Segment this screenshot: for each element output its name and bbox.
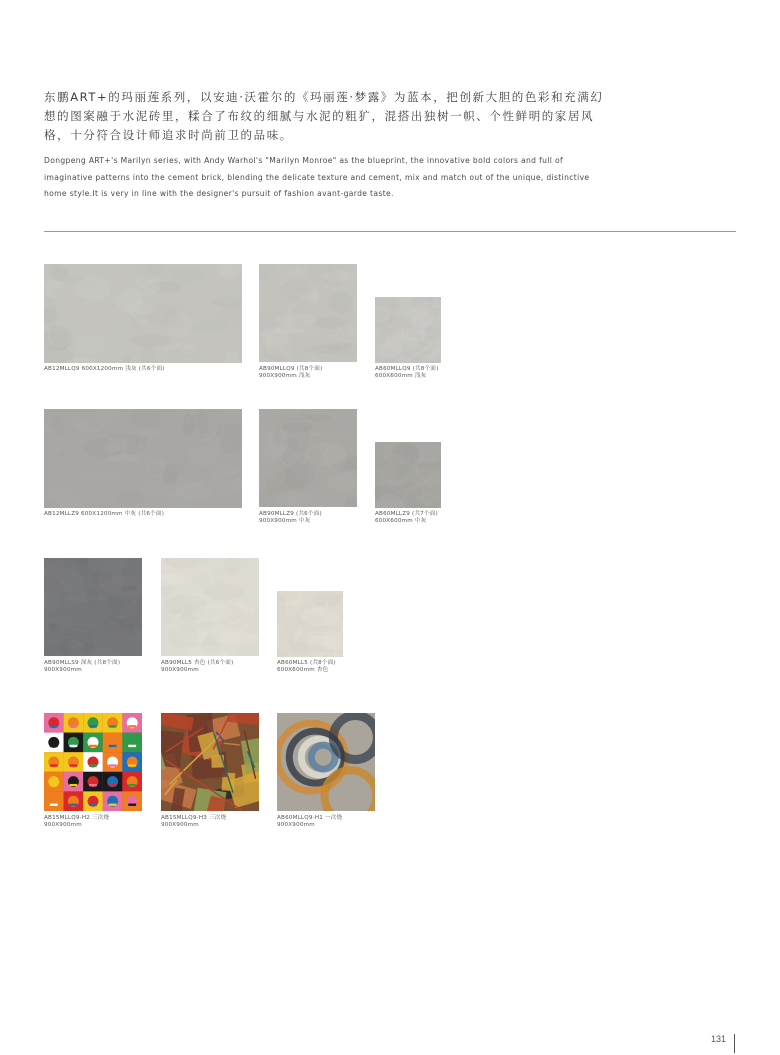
tile-texture: [44, 558, 142, 656]
tile-swatch: [277, 591, 343, 657]
tile-ab12mllq9: [44, 264, 242, 372]
intro-english: Dongpeng ART+'s Marilyn series, with Andy Warhol's "Marilyn Monroe" as the blueprint, the innovative bold colors and full of imaginative patterns into the cement brick, blending the delicate texture and cement, mix and match out of the unique, distinctive home style.It is very in line with the designer's pursuit of fashion avant-garde taste.: [44, 156, 590, 198]
tile-size: 900X900mm: [161, 822, 199, 828]
tile-swatch-swirl: [277, 713, 375, 811]
tile-ab60mllz9: [375, 442, 441, 524]
tile-code: AB60MLLQ9 (共8个面): [375, 366, 439, 372]
tile-code: AB60MLLZ9 (共7个面): [375, 511, 438, 517]
tile-ab60mllq9: [375, 297, 441, 379]
tile-texture: [277, 591, 343, 657]
tile-code: AB60MLLQ9-H1 一次烧: [277, 815, 343, 821]
tile-size: 600X600mm 中灰: [375, 518, 427, 524]
tile-swatch: [161, 558, 259, 656]
tile-texture: [44, 264, 242, 363]
tile-swatch: [375, 442, 441, 508]
tile-size: 900X900mm: [161, 667, 199, 673]
tile-ab60mll5: [277, 591, 343, 673]
tile-code: AB90MLLQ9 (共8个面): [259, 366, 323, 372]
tile-swatch: [44, 264, 242, 363]
tile-texture: [277, 713, 375, 811]
tile-ab12mllz9: [44, 409, 242, 517]
tile-size: 900X900mm 浅灰: [259, 373, 311, 379]
intro-chinese: 东鹏ART+的玛丽莲系列，以安迪·沃霍尔的《玛丽莲·梦露》为蓝本，把创新大胆的色彩和充满幻想的图案融于水泥砖里，糅合了布纹的细腻与水泥的粗犷，混搭出独树一帜、个性鲜明的家居风格，十分符合设计师追求时尚前卫的品味。: [44, 90, 604, 142]
tile-code: AB90MLLZ9 (共6个面): [259, 511, 322, 517]
tile-size: 600X600mm 杏色: [277, 667, 329, 673]
tile-code: AB12MLLQ9 600X1200mm 浅灰 (共6个面): [44, 366, 165, 372]
tile-swatch-popart: [44, 713, 142, 811]
tile-swatch: [259, 409, 357, 507]
tile-texture: [259, 409, 357, 507]
tile-texture: [375, 297, 441, 363]
tile-ab15mllq9-h3: [161, 713, 259, 828]
tile-ab60mllq9-h1: [277, 713, 375, 828]
tile-code: AB15MLLQ9-H2 三次烧: [44, 815, 110, 821]
tile-ab90mllq9: [259, 264, 357, 379]
tile-ab90mllz9: [259, 409, 357, 524]
tile-size: 900X900mm: [44, 667, 82, 673]
tile-code: AB60MLL5 (共8个面): [277, 660, 336, 666]
tile-texture: [44, 713, 142, 811]
tile-texture: [375, 442, 441, 508]
tile-size: 600X600mm 浅灰: [375, 373, 427, 379]
tile-texture: [259, 264, 357, 362]
tile-ab90mll5: [161, 558, 259, 673]
page-number-bar: [734, 1034, 735, 1053]
tile-size: 900X900mm: [44, 822, 82, 828]
tile-swatch: [44, 409, 242, 508]
tile-code: AB12MLLZ9 600X1200mm 中灰 (共6个面): [44, 511, 165, 517]
tile-size: 900X900mm 中灰: [259, 518, 311, 524]
tile-texture: [161, 713, 259, 811]
tile-texture: [44, 409, 242, 508]
tile-swatch: [44, 558, 142, 656]
tile-code: AB15MLLQ9-H3 三次烧: [161, 815, 227, 821]
tile-swatch: [259, 264, 357, 362]
divider: [44, 231, 736, 232]
page-number: 131: [711, 1034, 727, 1044]
tile-size: 900X900mm: [277, 822, 315, 828]
tile-texture: [161, 558, 259, 656]
tile-swatch-abstract: [161, 713, 259, 811]
tile-code: AB90MLLS9 深灰 (共8个面): [44, 660, 121, 666]
tile-code: AB90MLL5 杏色 (共6个面): [161, 660, 234, 666]
tile-swatch: [375, 297, 441, 363]
tile-ab15mllq9-h2: [44, 713, 142, 828]
tile-ab90mlls9: [44, 558, 142, 673]
